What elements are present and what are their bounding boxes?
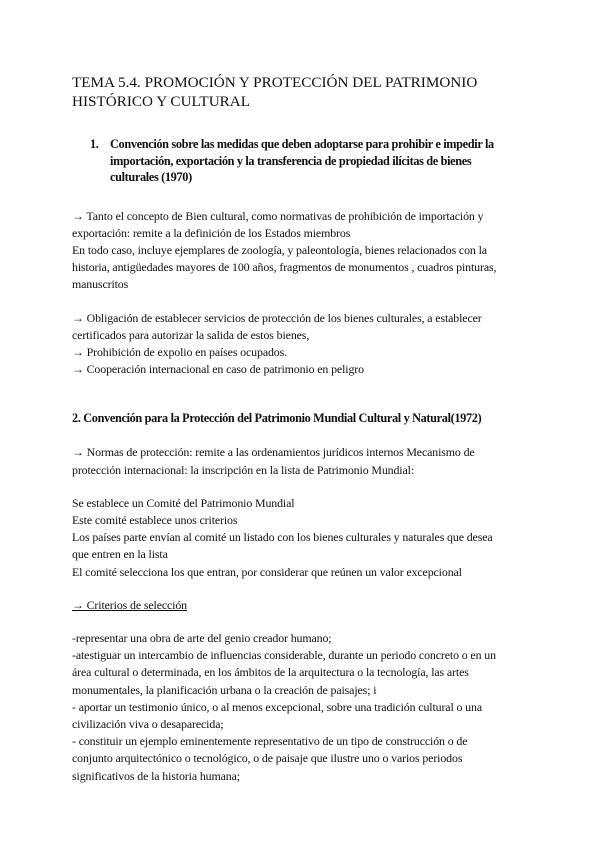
criteria-line: civilización viva o desaparecida;	[72, 716, 224, 731]
criteria-line: - aportar un testimonio único, o al menos excepcional, sobre una tradición cultural o una	[72, 699, 482, 714]
heading-line: culturales (1970)	[110, 170, 192, 184]
criteria-heading: → Criterios de selección	[72, 597, 187, 612]
section1-paragraph-2	[72, 310, 522, 379]
text-line: En todo caso, incluye ejemplares de zoología, y paleontología, bienes relacionados con la	[72, 242, 487, 257]
section2-paragraph-2	[72, 495, 522, 581]
title-line: TEMA 5.4. PROMOCIÓN Y PROTECCIÓN DEL PATRIMONIO	[72, 74, 478, 91]
criteria-line: área cultural o determinada, en los ámbitos de la arquitectura o la tecnología, las artes	[72, 665, 469, 680]
criteria-list	[72, 630, 522, 785]
title-line: HISTÓRICO Y CULTURAL	[72, 93, 251, 110]
text-line: El comité selecciona los que entran, por considerar que reúnen un valor excepcional	[72, 564, 462, 579]
text-line: → Obligación de establecer servicios de protección de los bienes culturales, a establecer	[72, 310, 482, 325]
section1-heading	[72, 136, 522, 186]
criteria-line: - constituir un ejemplo eminentemente representativo de un tipo de construcción o de	[72, 734, 468, 749]
criteria-line: -atestiguar un intercambio de influencias considerable, durante un periodo concreto o en un	[72, 648, 496, 663]
section2-heading: 2. Convención para la Protección del Patrimonio Mundial Cultural y Natural(1972)	[72, 411, 482, 426]
text-line: → Normas de protección: remite a las ordenamientos jurídicos internos Mecanismo de	[72, 445, 475, 460]
section1-paragraph-1	[72, 208, 522, 294]
text-line: protección internacional: la inscripción en la lista de Patrimonio Mundial:	[72, 462, 415, 477]
text-line: manuscritos	[72, 277, 129, 292]
section1-number: 1.	[90, 137, 99, 151]
text-line: Se establece un Comité del Patrimonio Mundial	[72, 495, 295, 510]
criteria-line: monumentales, la planificación urbana o la creación de paisajes; i	[72, 682, 377, 697]
criteria-line: -representar una obra de arte del genio creador humano;	[72, 630, 332, 645]
text-line: → Prohibición de expolio en países ocupados.	[72, 344, 287, 359]
document-title	[72, 73, 522, 111]
heading-line: importación, exportación y la transferencia de propiedad ilícitas de bienes	[110, 153, 472, 168]
text-line: → Tanto el concepto de Bien cultural, como normativas de prohibición de importación y	[72, 208, 484, 223]
text-line: → Cooperación internacional en caso de patrimonio en peligro	[72, 362, 364, 377]
text-line: historia, antigüedades mayores de 100 años, fragmentos de monumentos , cuadros pinturas,	[72, 260, 497, 275]
heading-line: Convención sobre las medidas que deben adoptarse para prohibir e impedir la	[110, 137, 494, 151]
text-line: certificados para autorizar la salida de estos bienes,	[72, 327, 310, 342]
criteria-line: conjunto arquitectónico o tecnológico, o de paisaje que ilustre uno o varios periodos	[72, 751, 463, 766]
text-line: Los países parte envían al comité un listado con los bienes culturales y naturales que desea	[72, 530, 493, 545]
text-line: Este comité establece unos criterios	[72, 512, 238, 527]
text-line: exportación: remite a la definición de los Estados miembros	[72, 225, 351, 240]
document-page	[72, 73, 522, 785]
text-line: que entren en la lista	[72, 547, 168, 562]
criteria-line: significativos de la historia humana;	[72, 768, 240, 783]
section1-heading-text	[110, 136, 522, 186]
section2-paragraph-1	[72, 444, 522, 478]
